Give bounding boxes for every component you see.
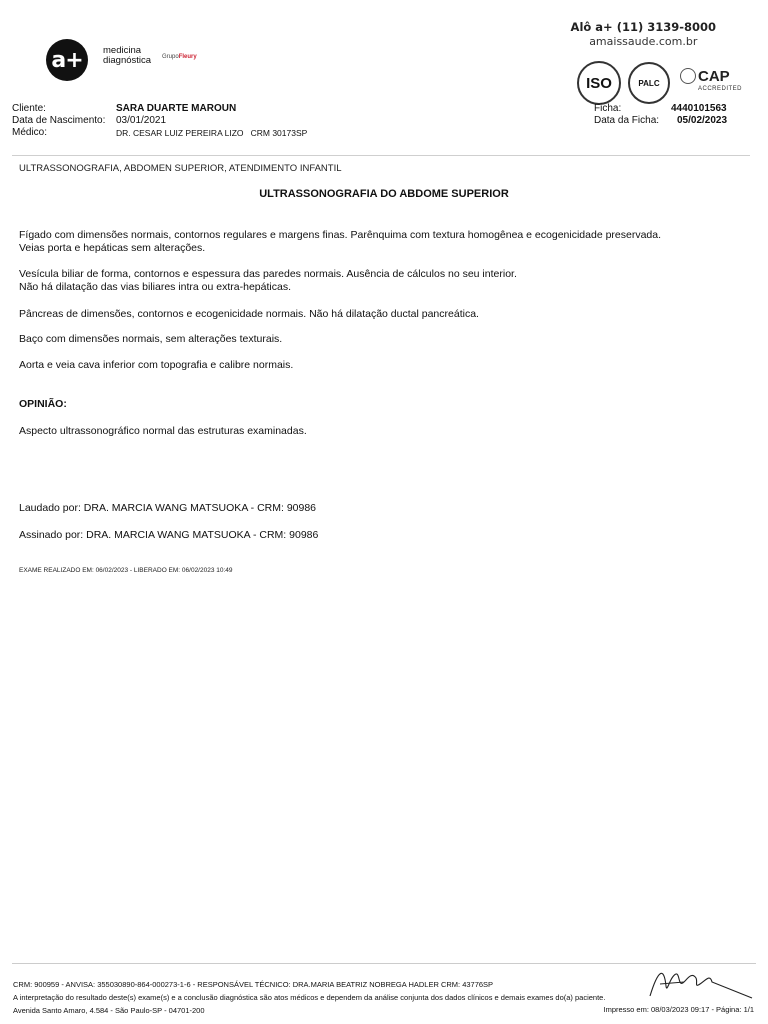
cliente-value: SARA DUARTE MAROUN — [116, 103, 237, 114]
laudado-por: Laudado por: DRA. MARCIA WANG MATSUOKA - CRM: 90986 — [19, 502, 317, 514]
finding-gallbladder — [19, 268, 749, 293]
logo-mark: a+ — [51, 47, 83, 73]
medico-label: Médico: — [12, 127, 48, 138]
finding-spleen: Baço com dimensões normais, sem alterações texturais. — [19, 333, 283, 345]
opiniao-title: OPINIÃO: — [19, 398, 67, 410]
ficha-value: 4440101563 — [671, 103, 727, 114]
phone: Alô a+ (11) 3139-8000 — [570, 20, 716, 34]
cap-ring-icon — [680, 68, 696, 84]
grupo-fleury-logo — [162, 54, 197, 60]
signature-icon — [640, 962, 758, 1002]
cap-accredited-icon — [680, 68, 742, 92]
footer-address: Avenida Santo Amaro, 4.584 - São Paulo-SP - 04701-200 — [13, 1006, 205, 1015]
nascimento-value: 03/01/2021 — [116, 115, 167, 126]
cap-sub-label: ACCREDITED — [698, 86, 743, 92]
cliente-label: Cliente: — [12, 103, 46, 114]
finding-gallbladder-line1: Vesícula biliar de forma, contornos e espessura das paredes normais. Ausência de cálculos no seu interior. — [19, 268, 517, 280]
group-label: Grupo — [162, 54, 179, 60]
data-ficha-label: Data da Ficha: — [594, 115, 660, 126]
cap-label: CAP — [698, 68, 730, 85]
palc-label: PALC — [638, 78, 660, 88]
finding-liver-line2: Veias porta e hepáticas sem alterações. — [19, 241, 206, 254]
logo-line2: diagnóstica — [103, 55, 152, 66]
assinado-por: Assinado por: DRA. MARCIA WANG MATSUOKA - CRM: 90986 — [19, 529, 319, 541]
contact-block — [571, 20, 716, 48]
footer-disclaimer: A interpretação do resultado deste(s) exame(s) e a conclusão diagnóstica são atos médicos e dependem da análise conjunta dos dados clínicos e demais exames do(a) paciente. — [13, 993, 606, 1002]
iso-label: ISO — [586, 74, 612, 92]
finding-pancreas: Pâncreas de dimensões, contornos e ecogenicidade normais. Não há dilatação ductal pancreática. — [19, 308, 479, 320]
release-info: EXAME REALIZADO EM: 06/02/2023 - LIBERADO EM: 06/02/2023 10:49 — [19, 567, 233, 574]
finding-aorta: Aorta e veia cava inferior com topografia e calibre normais. — [19, 359, 294, 371]
finding-liver — [19, 229, 749, 254]
footer-crm-line: CRM: 900959 - ANVISA: 355030890-864-000273-1-6 - RESPONSÁVEL TÉCNICO: DRA.MARIA BEATRIZ NOBREGA HADLER CRM: 43776SP — [13, 980, 494, 989]
iso-seal-icon — [577, 61, 621, 105]
logo-text — [103, 46, 151, 66]
finding-gallbladder-line2: Não há dilatação das vias biliares intra ou extra-hepáticas. — [19, 280, 291, 293]
finding-liver-line1: Fígado com dimensões normais, contornos regulares e margens finas. Parênquima com textura homogênea e ecogenicidade preservada. — [19, 229, 662, 241]
group-brand: Fleury — [178, 54, 197, 60]
ficha-label: Ficha: — [594, 103, 622, 114]
data-ficha-value: 05/02/2023 — [677, 115, 728, 126]
palc-seal-icon — [628, 62, 670, 104]
website: amaissaude.com.br — [589, 35, 698, 48]
header-divider — [12, 155, 750, 156]
exam-title: ULTRASSONOGRAFIA DO ABDOME SUPERIOR — [259, 188, 509, 200]
logo-line1: medicina — [103, 45, 142, 56]
amais-logo-icon — [46, 39, 88, 81]
nascimento-label: Data de Nascimento: — [12, 115, 106, 126]
printed-info: Impresso em: 08/03/2023 09:17 - Página: 1/1 — [603, 1005, 754, 1014]
opiniao-text: Aspecto ultrassonográfico normal das estruturas examinadas. — [19, 425, 307, 437]
medico-value: DR. CESAR LUIZ PEREIRA LIZO CRM 30173SP — [116, 128, 308, 138]
exam-type: ULTRASSONOGRAFIA, ABDOMEN SUPERIOR, ATENDIMENTO INFANTIL — [19, 163, 342, 174]
